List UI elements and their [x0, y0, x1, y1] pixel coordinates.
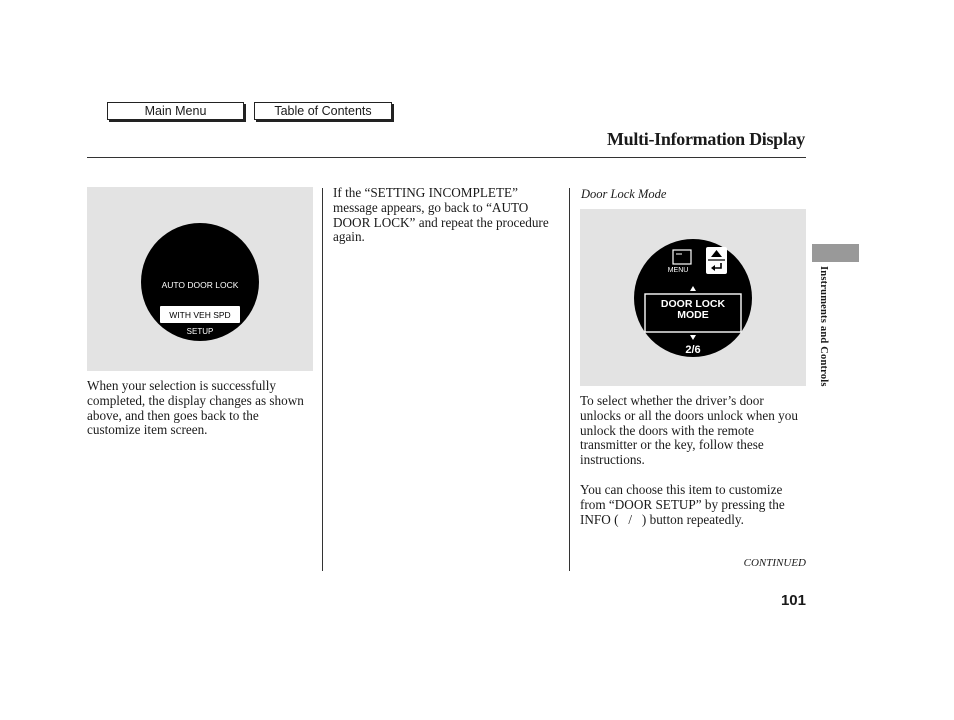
figure-caption: Door Lock Mode	[581, 187, 667, 201]
section-label: Instruments and Controls	[818, 266, 829, 387]
auto-door-lock-display	[87, 187, 313, 371]
display-line-door-lock: DOOR LOCK	[660, 298, 726, 310]
paragraph-selection-complete: When your selection is successfully completed, the display changes as shown above, and then goes back to the customize item screen.	[87, 378, 304, 438]
table-of-contents-button[interactable]	[254, 102, 392, 120]
display-line-with-veh-spd: WITH VEH SPD	[169, 310, 231, 320]
page-title: Multi-Information Display	[606, 129, 805, 149]
display-line-setup: SETUP	[186, 327, 214, 336]
continued-label: CONTINUED	[743, 557, 806, 569]
paragraph-select-door-unlock: To select whether the driver’s door unlocks or all the doors unlock when you unlock the doors with the remote transmitter or the key, follow these instructions.	[580, 393, 798, 468]
main-menu-button[interactable]	[107, 102, 244, 120]
column-divider-2	[569, 188, 570, 571]
door-lock-mode-figure	[580, 209, 806, 386]
paragraph-info-button: You can choose this item to customize from “DOOR SETUP” by pressing the INFO ( / ) button repeatedly.	[580, 482, 785, 527]
door-lock-mode-display	[580, 209, 806, 386]
display-line-mode: MODE	[677, 309, 709, 321]
table-of-contents-label: Table of Contents	[274, 104, 372, 118]
auto-door-lock-figure	[87, 187, 313, 371]
main-menu-label: Main Menu	[144, 104, 207, 118]
page-indicator: 2/6	[685, 344, 701, 356]
column-divider-1	[322, 188, 323, 571]
section-tab	[812, 244, 859, 262]
header-divider	[87, 157, 806, 158]
paragraph-setting-incomplete: If the “SETTING INCOMPLETE” message appears, go back to “AUTO DOOR LOCK” and repeat the procedure again.	[333, 185, 549, 245]
menu-label: MENU	[667, 267, 689, 274]
display-line-auto-door-lock: AUTO DOOR LOCK	[161, 280, 239, 290]
page-number: 101	[780, 592, 806, 609]
